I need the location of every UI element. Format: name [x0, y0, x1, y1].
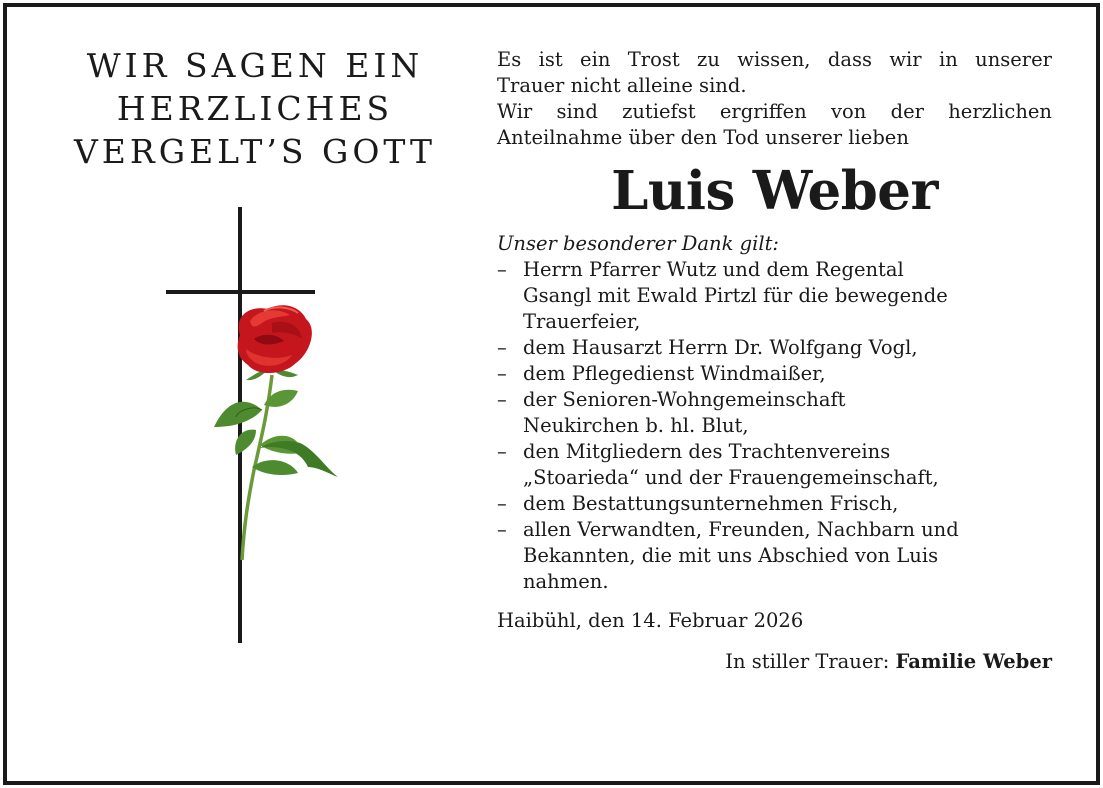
intro-text [497, 47, 1052, 151]
signature-prefix: In stiller Trauer: [725, 650, 896, 673]
dash: – [497, 440, 507, 463]
deceased-name: Luis Weber [611, 160, 938, 222]
thanks-line: Trauerfeier, [523, 310, 641, 333]
thanks-line: „Stoarieda“ und der Frauengemeinschaft, [523, 466, 939, 489]
thanks-line: Herrn Pfarrer Wutz und dem Regental [523, 258, 904, 281]
thanks-line: Neukirchen b. hl. Blut, [523, 414, 749, 437]
thanks-item [497, 257, 1052, 335]
intro-line: Es ist ein Trost zu wissen, dass wir in unserer [497, 48, 1052, 71]
dash: – [497, 362, 507, 385]
family-name: Familie Weber [895, 650, 1052, 673]
intro-line: Trauer nicht alleine sind. [497, 74, 747, 97]
intro-line: Anteilnahme über den Tod unserer lieben [497, 126, 909, 149]
intro-line: Wir sind zutiefst ergriffen von der herzlichen [497, 100, 1052, 123]
thanks-line: dem Hausarzt Herrn Dr. Wolfgang Vogl, [523, 336, 918, 359]
thanks-line: allen Verwandten, Freunden, Nachbarn und [523, 518, 959, 541]
dash: – [497, 492, 507, 515]
thanks-item [497, 491, 1052, 517]
thanks-list [497, 257, 1052, 595]
thanks-line: dem Bestattungsunternehmen Frisch, [523, 492, 899, 515]
thanks-item [497, 387, 1052, 439]
heading-line: VERGELT’S GOTT [73, 132, 437, 171]
signature [497, 649, 1052, 675]
thanks-item [497, 335, 1052, 361]
heading [50, 44, 460, 173]
heading-line: WIR SAGEN EIN [86, 46, 424, 85]
thanks-item [497, 439, 1052, 491]
place-and-date: Haibühl, den 14. Februar 2026 [497, 609, 804, 632]
cross-icon [166, 207, 315, 643]
thanks-item [497, 517, 1052, 595]
thanks-line: nahmen. [523, 570, 609, 593]
thanks-line: Gsangl mit Ewald Pirtzl für die bewegende [523, 284, 948, 307]
dash: – [497, 518, 507, 541]
red-rose-icon [214, 305, 338, 560]
thanks-line: Bekannten, die mit uns Abschied von Luis [523, 544, 939, 567]
heading-line: HERZLICHES [116, 89, 394, 128]
dash: – [497, 388, 507, 411]
dash: – [497, 336, 507, 359]
thanks-line: den Mitgliedern des Trachtenvereins [523, 440, 891, 463]
thanks-line: der Senioren-Wohngemeinschaft [523, 388, 846, 411]
thanks-item [497, 361, 1052, 387]
cross-with-rose [150, 205, 360, 645]
main-text [497, 47, 1052, 675]
dash: – [497, 258, 507, 281]
thanks-line: dem Pflegedienst Windmaißer, [523, 362, 826, 385]
thanks-heading: Unser besonderer Dank gilt: [497, 232, 779, 255]
